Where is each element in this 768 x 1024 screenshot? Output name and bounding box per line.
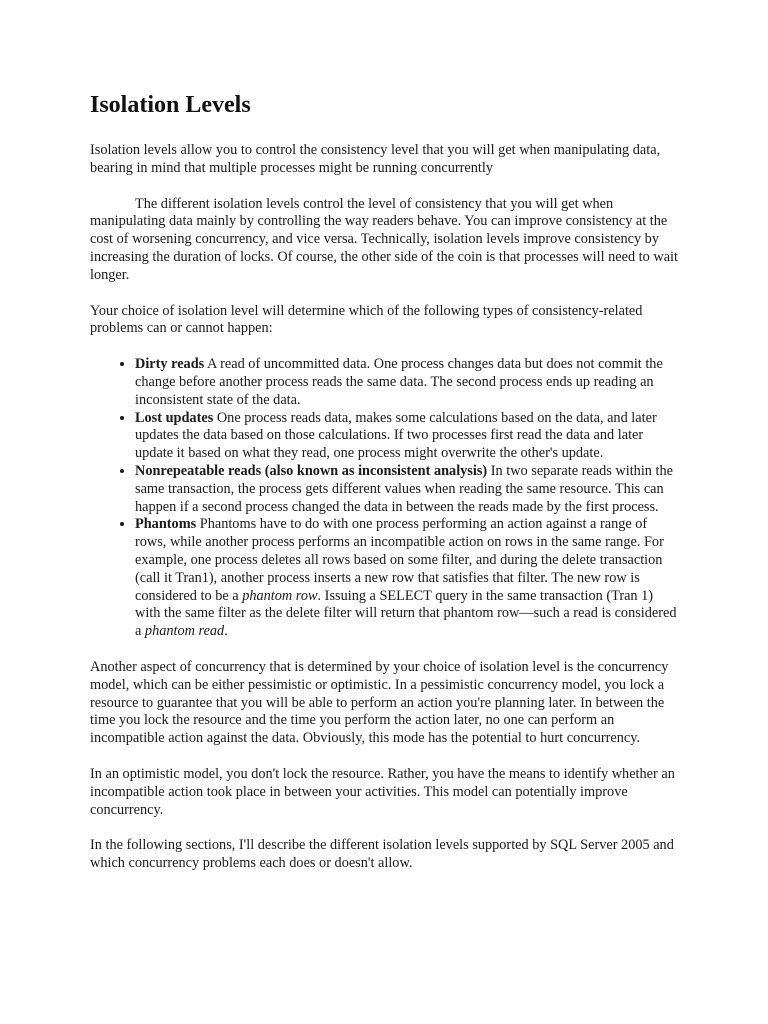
isolation-levels-paragraph: The different isolation levels control the level of consistency that you will get when manipulating data mainly by controlling the way readers behave. You can improve consistency at the cost of worsening concurrency, and vice versa. Technically, isolation levels improve consistency by increasing the duration of locks. Of course, the other side of the coin is that processes will need to wait longer. bbox=[90, 195, 678, 283]
definition-phantoms-part-c: . bbox=[224, 623, 228, 640]
intro-paragraph: Isolation levels allow you to control the consistency level that you will get when manipulating data, bearing in mind that multiple processes might be running concurrently bbox=[90, 142, 661, 176]
list-item-phantoms bbox=[135, 516, 680, 641]
term-lost-updates: Lost updates bbox=[135, 409, 214, 426]
page-title: Isolation Levels bbox=[90, 92, 251, 118]
phantom-row-emphasis: phantom row bbox=[242, 587, 318, 604]
optimistic-model-paragraph: In an optimistic model, you don't lock the resource. Rather, you have the means to identify whether an incompatible action took place in between your activities. This model can potentially improve concurrency. bbox=[90, 765, 675, 818]
term-nonrepeatable-reads: Nonrepeatable reads (also known as inconsistent analysis) bbox=[135, 462, 488, 479]
term-dirty-reads: Dirty reads bbox=[135, 356, 205, 373]
definition-phantoms-part-a: Phantoms have to do with one process performing an action against a range of rows, while another process performs an incompatible action on rows in the same range. For example, one process deletes all rows based on some filter, and during the delete transaction (call it Tran1), another process inserts a new row that satisfies that filter. The new row is considered to be a bbox=[135, 516, 664, 604]
definition-lost-updates: One process reads data, makes some calculations based on the data, and later updates the data based on those calculations. If two processes first read the data and later update it based on what they read, one process might overwrite the other's update. bbox=[135, 409, 657, 462]
concurrency-model-paragraph: Another aspect of concurrency that is determined by your choice of isolation level is the concurrency model, which can be either pessimistic or optimistic. In a pessimistic concurrency model, you lock a resource to guarantee that you will be able to perform an action you're planning later. In between the time you lock the resource and the time you perform the action later, no one can perform an incompatible action against the data. Obviously, this mode has the potential to hurt concurrency. bbox=[90, 658, 669, 747]
following-sections-paragraph: In the following sections, I'll describe the different isolation levels supported by SQL Server 2005 and which concurrency problems each does or doesn't allow. bbox=[90, 837, 674, 872]
list-item-lost-updates bbox=[135, 410, 680, 463]
document-page bbox=[90, 90, 680, 891]
phantom-read-emphasis: phantom read bbox=[144, 623, 225, 640]
list-item-nonrepeatable-reads bbox=[135, 463, 680, 516]
definition-nonrepeatable-reads: In two separate reads within the same transaction, the process gets different values when reading the same resource. This can happen if a second process changed the data in between the reads made by the first process. bbox=[135, 462, 673, 515]
definition-dirty-reads: A read of uncommitted data. One process changes data but does not commit the change before another process reads the same data. The second process ends up reading an inconsistent state of the data. bbox=[135, 356, 663, 408]
definition-phantoms-part-b: . Issuing a SELECT query in the same transaction (Tran 1) with the same filter as the delete filter will return that phantom row—such a read is considered a bbox=[135, 587, 677, 640]
consistency-problems-list bbox=[90, 356, 680, 641]
problems-intro-paragraph: Your choice of isolation level will determine which of the following types of consistency-related problems can or cannot happen: bbox=[90, 302, 643, 337]
list-item-dirty-reads bbox=[135, 356, 680, 409]
term-phantoms: Phantoms bbox=[135, 516, 197, 533]
